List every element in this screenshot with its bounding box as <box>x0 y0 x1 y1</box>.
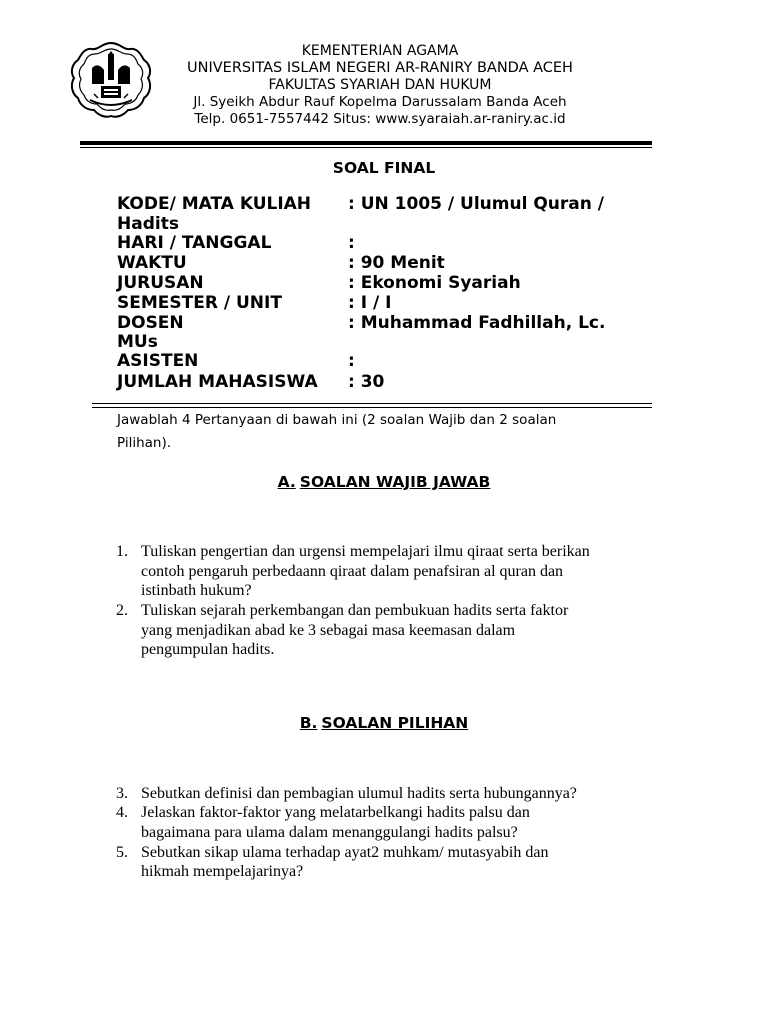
question-2-line-1: Tuliskan sejarah perkembangan dan pembukuan hadits serta faktor <box>141 602 569 619</box>
question-4-number: 4. <box>116 804 128 821</box>
info-value-course: : UN 1005 / Ulumul Quran / <box>348 194 604 214</box>
info-value-semester: : I / I <box>348 293 392 313</box>
header-divider-thick <box>80 141 652 145</box>
header-divider-thin <box>80 147 652 148</box>
info-value-students: : 30 <box>348 372 385 392</box>
question-5-line-2: hikmah mempelajarinya? <box>141 863 304 880</box>
section-a-heading <box>0 472 768 492</box>
question-2-line-3: pengumpulan hadits. <box>141 641 275 658</box>
info-label-lecturer: DOSEN <box>117 313 184 333</box>
info-value-lecturer: : Muhammad Fadhillah, Lc. <box>348 313 606 333</box>
header-contact: Telp. 0651-7557442 Situs: www.syaraiah.ar-raniry.ac.id <box>194 111 566 127</box>
section-a-title: SOALAN WAJIB JAWAB <box>299 473 491 491</box>
info-label-semester: SEMESTER / UNIT <box>117 293 282 313</box>
section-b-marker: B. <box>299 714 318 732</box>
question-1-line-1: Tuliskan pengertian dan urgensi mempelajari ilmu qiraat serta berikan <box>141 543 590 560</box>
section-b-title: SOALAN PILIHAN <box>321 714 469 732</box>
document-title: SOAL FINAL <box>332 159 436 177</box>
section-a-marker: A. <box>277 473 296 491</box>
section-b-heading <box>0 713 768 733</box>
instruction-line-2: Pilihan). <box>117 435 172 451</box>
info-value-date: : <box>348 233 355 253</box>
question-4-line-1: Jelaskan faktor-faktor yang melatarbelkangi hadits palsu dan <box>141 804 530 821</box>
info-label-course: KODE/ MATA KULIAH <box>117 194 312 214</box>
info-divider-top <box>92 403 652 404</box>
question-2-number: 2. <box>116 602 128 619</box>
header-ministry: KEMENTERIAN AGAMA <box>301 43 459 59</box>
info-label-course-cont: Hadits <box>117 214 179 234</box>
question-5-number: 5. <box>116 844 128 861</box>
instruction-line-1: Jawablah 4 Pertanyaan di bawah ini (2 soalan Wajib dan 2 soalan <box>117 412 557 428</box>
info-label-time: WAKTU <box>117 253 187 273</box>
question-3-line-1: Sebutkan definisi dan pembagian ulumul hadits serta hubungannya? <box>141 785 577 802</box>
question-3-number: 3. <box>116 785 128 802</box>
question-1-line-3: istinbath hukum? <box>141 582 252 599</box>
info-label-lecturer-cont: MUs <box>117 332 158 352</box>
info-label-assistant: ASISTEN <box>117 351 199 371</box>
info-label-students: JUMLAH MAHASISWA <box>117 372 318 392</box>
question-2-line-2: yang menjadikan abad ke 3 sebagai masa keemasan dalam <box>141 622 516 639</box>
header-address: Jl. Syeikh Abdur Rauf Kopelma Darussalam Banda Aceh <box>193 94 567 110</box>
header-university: UNIVERSITAS ISLAM NEGERI AR-RANIRY BANDA ACEH <box>187 60 573 76</box>
university-logo-icon <box>68 40 154 120</box>
question-1-number: 1. <box>116 543 128 560</box>
question-5-line-1: Sebutkan sikap ulama terhadap ayat2 muhkam/ mutasyabih dan <box>141 844 549 861</box>
info-value-assistant: : <box>348 351 355 371</box>
question-1-line-2: contoh pengaruh perbedaann qiraat dalam penafsiran al quran dan <box>141 563 564 580</box>
info-value-time: : 90 Menit <box>348 253 445 273</box>
info-divider-bottom <box>92 407 652 408</box>
info-label-date: HARI / TANGGAL <box>117 233 272 253</box>
header-faculty: FAKULTAS SYARIAH DAN HUKUM <box>268 77 492 93</box>
info-value-department: : Ekonomi Syariah <box>348 273 521 293</box>
info-label-department: JURUSAN <box>117 273 204 293</box>
question-4-line-2: bagaimana para ulama dalam menanggulangi hadits palsu? <box>141 824 518 841</box>
